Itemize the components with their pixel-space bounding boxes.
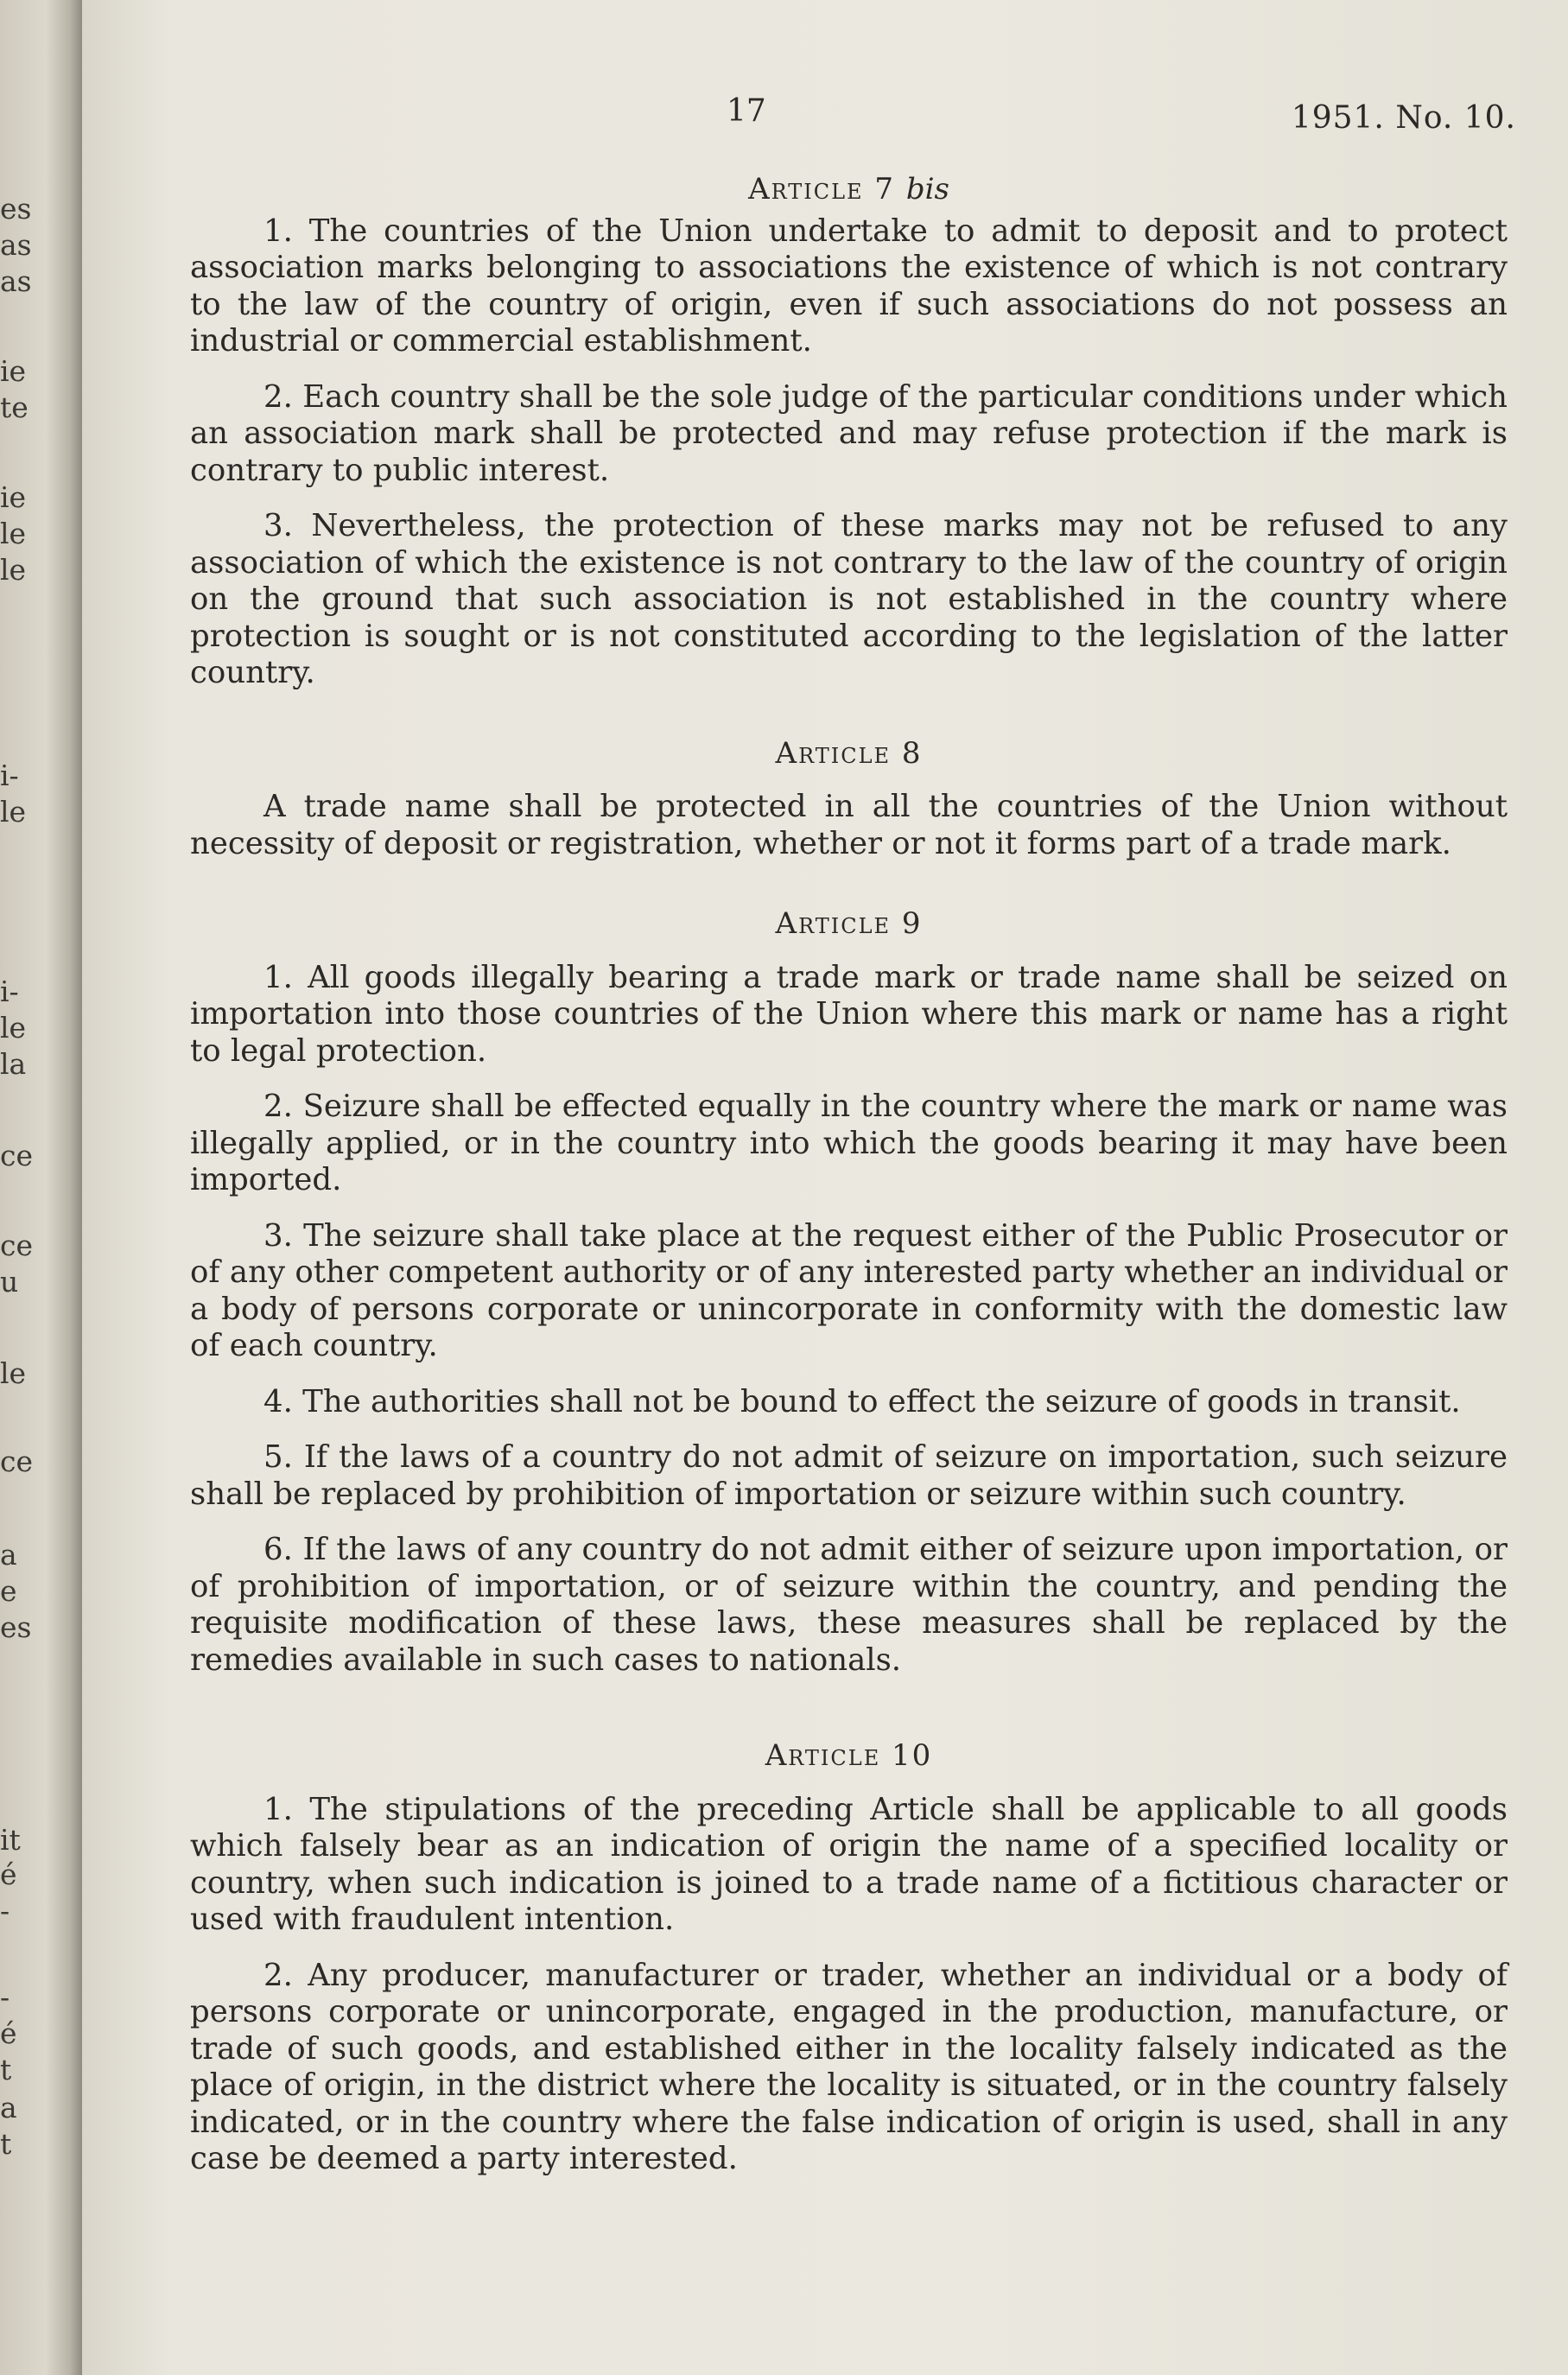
facing-page-fragment: ce <box>0 1229 34 1262</box>
page-header <box>82 93 1568 145</box>
article-heading-suffix: bis <box>905 172 949 206</box>
article-paragraph: 2. Each country shall be the sole judge of the particular conditions under which an association mark shall be protected and may refuse protection if the mark is contrary to public interest. <box>190 378 1508 488</box>
article-paragraph: 5. If the laws of a country do not admit of seizure on importation, such seizure shall be replaced by prohibition of importation or seizure within such country. <box>190 1439 1508 1512</box>
facing-page-fragment: i- <box>0 759 19 792</box>
page-number: 17 <box>727 93 766 129</box>
article-paragraph: 2. Any producer, manufacturer or trader, whether an individual or a body of persons corporate or unincorporate, engaged in the production, manufacture, or trade of such goods, and established either in the locality falsely indicated as the place of origin, in the district where the locality is situated, or in the country falsely indicated, or in the country where the false indication of origin is used, shall in any case be deemed a party interested. <box>190 1957 1508 2176</box>
facing-page-fragment: ce <box>0 1445 34 1478</box>
facing-page-fragment: é <box>0 2016 17 2050</box>
facing-page-fragment: le <box>0 553 27 587</box>
article-paragraph: 1. The countries of the Union undertake to admit to deposit and to protect association marks belonging to associations the existence of which is not contrary to the law of the country of origin, even if such associations do not possess an industrial or commercial establishment. <box>190 213 1508 359</box>
facing-page-fragment: le <box>0 1011 27 1045</box>
article-paragraph: 3. The seizure shall take place at the request either of the Public Prosecutor or of any other competent authority or of any interested party whether an individual or a body of persons corporate or unincorporate in conformity with the domestic law of each country. <box>190 1217 1508 1363</box>
running-head: 1951. No. 10. <box>1291 100 1516 136</box>
facing-page-fragment: e <box>0 1574 17 1608</box>
facing-page-fragment: as <box>0 264 32 298</box>
document-body <box>190 171 1508 2197</box>
article-paragraph: 1. All goods illegally bearing a trade mark or trade name shall be seized on importation into those countries of the Union where this mark or name has a right to legal protection. <box>190 959 1508 1069</box>
facing-page-fragment: é <box>0 1857 17 1891</box>
facing-page-gutter <box>0 0 82 2375</box>
article-paragraph: 3. Nevertheless, the protection of these marks may not be refused to any association of which the existence is not contrary to the law of the country of origin on the ground that such association is not established in the country where protection is sought or is not constituted according to the legislation of the latter country. <box>190 508 1508 690</box>
facing-page-fragment: te <box>0 391 29 424</box>
article-paragraph: 6. If the laws of any country do not admit either of seizure upon importation, or of prohibition of importation, or of seizure within the country, and pending the requisite modification of these laws, these measures shall be replaced by the remedies available in such cases to nationals. <box>190 1532 1508 1678</box>
article-paragraph: 2. Seizure shall be effected equally in the country where the mark or name was illegally applied, or in the country into which the goods bearing it may have been imported. <box>190 1089 1508 1197</box>
facing-page-fragment: t <box>0 2127 12 2161</box>
article-heading: Article 8 <box>775 735 923 771</box>
facing-page-fragment: - <box>0 1894 10 1927</box>
facing-page-fragment: it <box>0 1823 21 1857</box>
facing-page-fragment: la <box>0 1047 27 1081</box>
facing-page-fragment: a <box>0 2091 17 2124</box>
facing-page-fragment: es <box>0 1610 32 1644</box>
article-9 <box>190 905 1508 1679</box>
article-8 <box>190 735 1508 863</box>
article-paragraph: 4. The authorities shall not be bound to effect the seizure of goods in transit. <box>263 1383 1461 1419</box>
facing-page-fragment: as <box>0 228 32 262</box>
facing-page-fragment: u <box>0 1265 19 1299</box>
facing-page-fragment: - <box>0 1980 10 2014</box>
facing-page-fragment: le <box>0 1356 27 1390</box>
facing-page-fragment: a <box>0 1538 17 1572</box>
facing-page-fragment: es <box>0 192 32 225</box>
facing-page-fragment: i- <box>0 975 19 1008</box>
article-heading: Article 10 <box>765 1738 933 1773</box>
facing-page-fragment: ce <box>0 1139 34 1172</box>
article-heading: Article 9 <box>775 906 923 941</box>
article-paragraph: A trade name shall be protected in all the countries of the Union without necessity of deposit or registration, whether or not it forms part of a trade mark. <box>190 789 1508 861</box>
article-7-bis <box>190 171 1508 692</box>
facing-page-fragment: le <box>0 517 27 550</box>
article-heading: Article 7 bis <box>748 172 949 206</box>
article-10 <box>190 1737 1508 2178</box>
document-page <box>82 0 1568 2375</box>
facing-page-fragment: ie <box>0 480 27 514</box>
article-paragraph: 1. The stipulations of the preceding Article shall be applicable to all goods which falsely bear as an indication of origin the name of a specified locality or country, when such indication is joined to a trade name of a fictitious character or used with fraudulent intention. <box>190 1791 1508 1937</box>
facing-page-fragment: ie <box>0 354 27 388</box>
facing-page-fragment: t <box>0 2053 12 2086</box>
facing-page-fragment: le <box>0 795 27 829</box>
